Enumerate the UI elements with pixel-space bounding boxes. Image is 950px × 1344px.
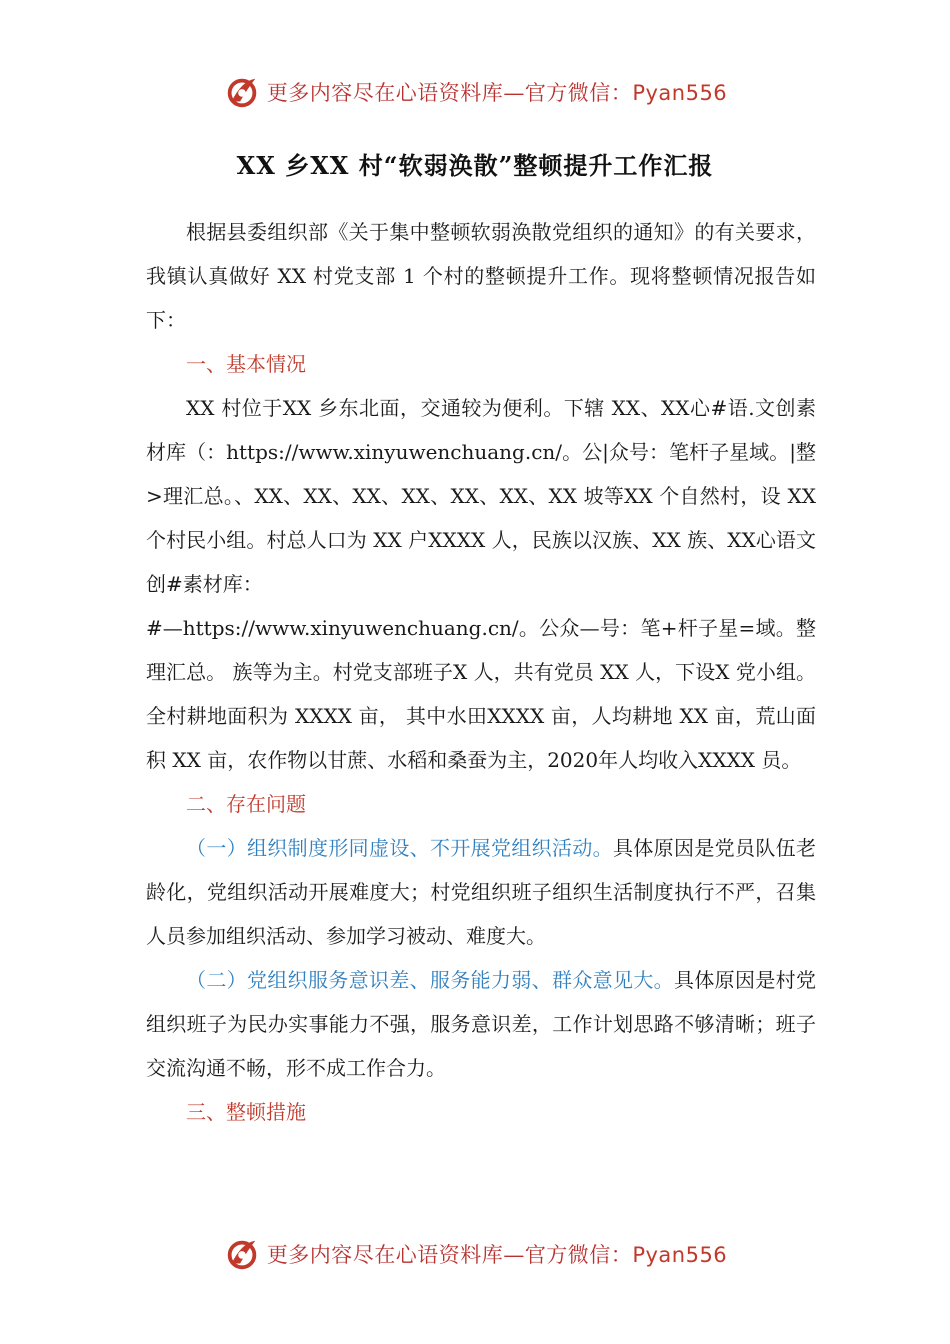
section-heading-problems: 二、存在问题 (186, 792, 306, 816)
watermark-text: 更多内容尽在心语资料库—官方微信：Pyan556 (266, 81, 728, 105)
logo-icon (223, 1235, 261, 1273)
section-heading-basic: 一、基本情况 (186, 352, 306, 376)
footer-watermark-banner (0, 1232, 950, 1276)
section-heading-measures: 三、整顿措施 (186, 1100, 306, 1124)
logo-icon (223, 73, 261, 111)
basic-info-paragraph: XX 村位于XX 乡东北面，交通较为便利。下辖 XX、XX心#语.文创素材库（：https://www.xinyuwenchuang.cn/。公|众号：笔杆子星域。|整>理汇总。、XX、XX、XX、XX、XX、XX、XX 坡等XX 个自然村，设 XX 个村民小组。村总人口为 XX 户XXXX 人，民族以汉族、XX 族、XX心语文创#素材库： (146, 396, 816, 596)
problem-item-2 (146, 958, 816, 1090)
watermark-text: 更多内容尽在心语资料库—官方微信：Pyan556 (266, 1243, 728, 1267)
problem-item-1-text: 具体原因是党员队伍老龄化，党组织活动开展难度大；村党组织班子组织生活制度执行不严，召集人员参加组织活动、参加学习被动、难度大。 (146, 836, 816, 948)
header-watermark-banner (0, 70, 950, 114)
basic-info-paragraph-cont: #—https://www.xinyuwenchuang.cn/。公众—号：笔+杆子星=域。整理汇总。 族等为主。村党支部班子X 人，共有党员 XX 人，下设X 党小组。全村耕地面积为 XXXX 亩， 其中水田XXXX 亩，人均耕地 XX 亩，荒山面积 XX 亩，农作物以甘蔗、水稻和桑蚕为主，2020年人均收入XXXX 员。 (146, 616, 816, 772)
intro-paragraph: 根据县委组织部《关于集中整顿软弱涣散党组织的通知》的有关要求，我镇认真做好 XX 村党支部 1 个村的整顿提升工作。现将整顿情况报告如下： (146, 220, 816, 332)
problem-item-1 (146, 826, 816, 958)
document-body (146, 210, 816, 1134)
document-title: XX 乡XX 村“软弱涣散”整顿提升工作汇报 (236, 151, 714, 180)
problem-item-2-lead: （二）党组织服务意识差、服务能力弱、群众意见大。 (186, 968, 674, 992)
problem-item-2-text: 具体原因是村党组织班子为民办实事能力不强，服务意识差，工作计划思路不够清晰；班子交流沟通不畅，形不成工作合力。 (146, 968, 817, 1080)
problem-item-1-lead: （一）组织制度形同虚设、不开展党组织活动。 (186, 836, 613, 860)
